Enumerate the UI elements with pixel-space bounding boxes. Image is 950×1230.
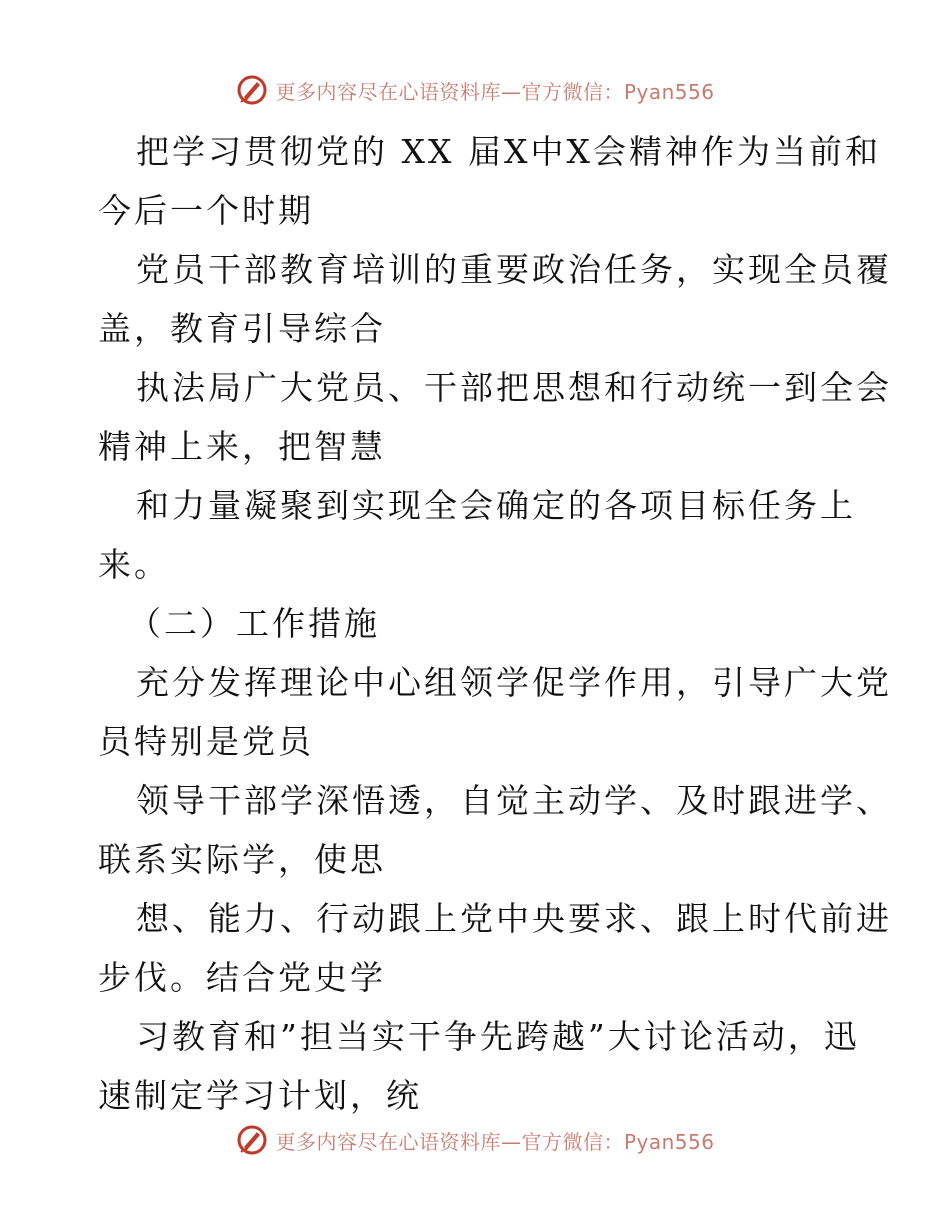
text-line: 领导干部学深悟透，自觉主动学、及时跟进学、 xyxy=(136,781,892,820)
text-line: 精神上来，把智慧 xyxy=(98,427,386,466)
text-line: 步伐。结合党史学 xyxy=(98,958,386,997)
paragraph-7 xyxy=(98,889,892,1007)
watermark-footer xyxy=(0,1120,950,1160)
paragraph-4 xyxy=(98,476,858,594)
paragraph-5 xyxy=(98,653,892,771)
text-line: 员特别是党员 xyxy=(98,722,314,761)
text-line: 联系实际学，使思 xyxy=(98,840,386,879)
text-line: 今后一个时期 xyxy=(98,191,314,230)
text-line: 党员干部教育培训的重要政治任务，实现全员覆 xyxy=(136,250,892,289)
watermark-text: 更多内容尽在心语资料库—官方微信：Pyan556 xyxy=(275,1129,715,1154)
paragraph-1 xyxy=(98,122,881,240)
document-body xyxy=(98,122,892,1125)
logo-icon xyxy=(235,1123,269,1157)
text-line: 充分发挥理论中心组领学促学作用，引导广大党 xyxy=(136,663,892,702)
paragraph-3 xyxy=(98,358,892,476)
watermark-text: 更多内容尽在心语资料库—官方微信：Pyan556 xyxy=(275,79,715,104)
text-line: 想、能力、行动跟上党中央要求、跟上时代前进 xyxy=(136,899,892,938)
paragraph-2 xyxy=(98,240,892,358)
text-line: 速制定学习计划，统 xyxy=(98,1076,422,1115)
text-line: 执法局广大党员、干部把思想和行动统一到全会 xyxy=(136,368,892,407)
text-line: 把学习贯彻党的 XX 届X中X会精神作为当前和 xyxy=(136,132,881,171)
text-line: 和力量凝聚到实现全会确定的各项目标任务上 xyxy=(136,486,856,525)
text-line: 盖，教育引导综合 xyxy=(98,309,386,348)
watermark-header xyxy=(0,70,950,110)
text-line: 来。 xyxy=(98,545,170,584)
paragraph-6 xyxy=(98,771,892,889)
text-line: 习教育和”担当实干争先跨越”大讨论活动，迅 xyxy=(136,1017,860,1056)
section-heading: （二）工作措施 xyxy=(128,604,380,643)
logo-icon xyxy=(235,73,269,107)
paragraph-8 xyxy=(98,1007,858,1125)
